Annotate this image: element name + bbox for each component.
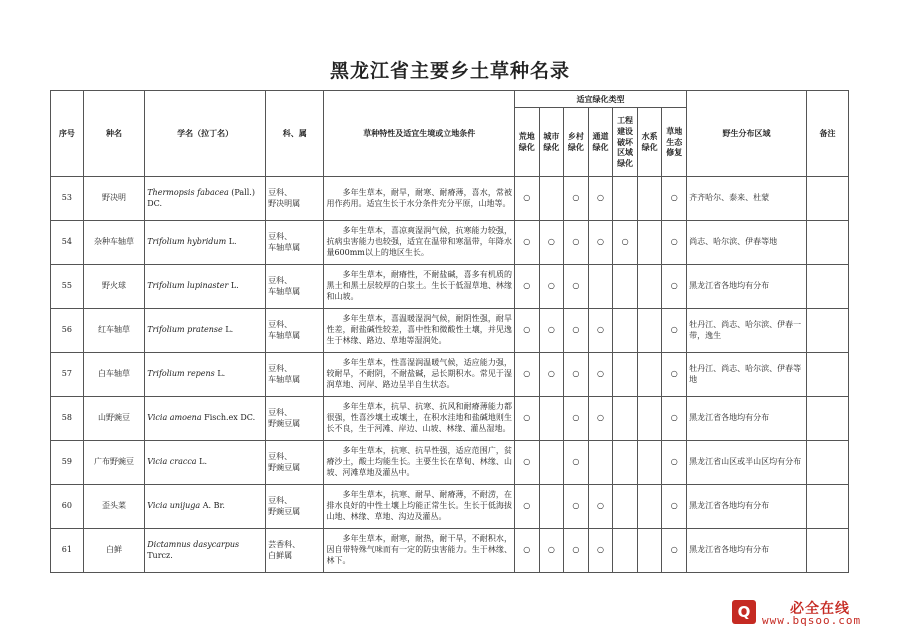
latin-name: [145, 221, 266, 265]
mark-wasteland: ○: [514, 397, 539, 441]
header-traits: 草种特性及适宜生境或立地条件: [324, 91, 515, 177]
mark-water: [637, 397, 662, 441]
table-row: [51, 485, 849, 529]
mark-rural: ○: [564, 485, 589, 529]
mark-grassland: ○: [662, 221, 687, 265]
traits-text: 多年生草本，喜温暖湿润气候，耐阴性强，耐旱性差，耐盐碱性较差，喜中性和微酸性土壤，并见逸生于林缘、路边、草地等湿润处。: [326, 314, 512, 345]
family: 豆科、: [268, 407, 293, 417]
traits-description: [324, 309, 515, 353]
mark-urban: [539, 441, 564, 485]
traits-text: 多年生草本，抗寒、耐旱、耐瘠薄，不耐涝，在排水良好的中性土壤上均能正常生长。生长于低海拔山地、林缘、草地、沟边及灌丛。: [326, 490, 512, 521]
header-seq: 序号: [51, 91, 84, 177]
header-type-urban: 城市绿化: [539, 108, 564, 177]
header-greening-group: 适宜绿化类型: [514, 91, 686, 108]
genus: 车轴草属: [268, 374, 301, 384]
species-name: 白鲜: [83, 529, 144, 573]
mark-corridor: ○: [588, 177, 613, 221]
traits-text: 多年生草本，耐瘠性，不耐盐碱，喜多有机质的黑土和黑土层较厚的白浆土。生长于低湿草地、林缘和山坡。: [326, 270, 512, 301]
header-type-water: 水系绿化: [637, 108, 662, 177]
mark-construction: ○: [613, 221, 638, 265]
mark-corridor: ○: [588, 309, 613, 353]
mark-wasteland: ○: [514, 441, 539, 485]
genus: 野决明属: [268, 198, 301, 208]
latin-name: [145, 177, 266, 221]
row-number: 59: [51, 441, 84, 485]
row-number: 56: [51, 309, 84, 353]
latin-author: Turcz.: [147, 550, 173, 560]
family: 芸香科、: [268, 539, 301, 549]
family: 豆科、: [268, 363, 293, 373]
mark-urban: ○: [539, 221, 564, 265]
species-name: 野火球: [83, 265, 144, 309]
mark-wasteland: ○: [514, 485, 539, 529]
mark-grassland: ○: [662, 353, 687, 397]
latin-author: L.: [228, 237, 237, 247]
note-cell: [806, 177, 848, 221]
mark-water: [637, 441, 662, 485]
mark-urban: [539, 485, 564, 529]
latin-author: L.: [199, 457, 207, 467]
genus: 野豌豆属: [268, 506, 301, 516]
mark-grassland: ○: [662, 265, 687, 309]
family-genus: [266, 353, 324, 397]
mark-rural: ○: [564, 529, 589, 573]
header-type-grassland: 草地生态修复: [662, 108, 687, 177]
mark-construction: [613, 485, 638, 529]
traits-description: [324, 485, 515, 529]
header-note: 备注: [806, 91, 848, 177]
genus: 野豌豆属: [268, 462, 301, 472]
species-name: 歪头菜: [83, 485, 144, 529]
header-type-rural: 乡村绿化: [564, 108, 589, 177]
table-row: [51, 397, 849, 441]
distribution-area: 牡丹江、尚志、哈尔滨、伊春一带，逸生: [687, 309, 807, 353]
mark-wasteland: ○: [514, 177, 539, 221]
mark-construction: [613, 265, 638, 309]
mark-water: [637, 485, 662, 529]
latin-author: (Pall.) DC.: [147, 187, 255, 208]
latin-binomial: Trifolium hybridum: [147, 237, 227, 247]
mark-grassland: ○: [662, 309, 687, 353]
species-name: 杂种车轴草: [83, 221, 144, 265]
mark-rural: ○: [564, 221, 589, 265]
mark-rural: ○: [564, 353, 589, 397]
genus: 野豌豆属: [268, 418, 301, 428]
latin-name: [145, 397, 266, 441]
mark-grassland: ○: [662, 441, 687, 485]
latin-name: [145, 309, 266, 353]
latin-name: [145, 485, 266, 529]
distribution-area: 黑龙江省各地均有分布: [687, 265, 807, 309]
latin-author: A. Br.: [202, 501, 225, 511]
mark-water: [637, 353, 662, 397]
table-row: [51, 221, 849, 265]
traits-description: [324, 265, 515, 309]
mark-wasteland: ○: [514, 353, 539, 397]
mark-water: [637, 177, 662, 221]
latin-author: L.: [225, 325, 234, 335]
mark-construction: [613, 309, 638, 353]
family: 豆科、: [268, 187, 293, 197]
genus: 车轴草属: [268, 286, 301, 296]
table-row: [51, 265, 849, 309]
mark-wasteland: ○: [514, 265, 539, 309]
header-name: 种名: [83, 91, 144, 177]
mark-construction: [613, 353, 638, 397]
mark-urban: ○: [539, 353, 564, 397]
distribution-area: 黑龙江省各地均有分布: [687, 529, 807, 573]
species-table: [50, 90, 849, 573]
latin-author: L.: [230, 281, 239, 291]
note-cell: [806, 265, 848, 309]
genus: 车轴草属: [268, 242, 301, 252]
note-cell: [806, 529, 848, 573]
mark-water: [637, 529, 662, 573]
note-cell: [806, 353, 848, 397]
page-title: 黑龙江省主要乡土草种名录: [329, 60, 570, 82]
header-type-corridor: 通道绿化: [588, 108, 613, 177]
mark-corridor: ○: [588, 353, 613, 397]
header-latin: 学名（拉丁名）: [145, 91, 266, 177]
latin-binomial: Thermopsis fabacea: [147, 187, 229, 197]
traits-description: [324, 397, 515, 441]
mark-construction: [613, 441, 638, 485]
mark-construction: [613, 529, 638, 573]
row-number: 55: [51, 265, 84, 309]
species-name: 红车轴草: [83, 309, 144, 353]
latin-author: Fisch.ex DC.: [204, 413, 256, 423]
mark-grassland: ○: [662, 529, 687, 573]
mark-rural: ○: [564, 265, 589, 309]
distribution-area: 牡丹江、尚志、哈尔滨、伊春等地: [687, 353, 807, 397]
mark-corridor: ○: [588, 397, 613, 441]
mark-wasteland: ○: [514, 529, 539, 573]
mark-rural: ○: [564, 441, 589, 485]
distribution-area: 黑龙江省各地均有分布: [687, 397, 807, 441]
family: 豆科、: [268, 451, 293, 461]
mark-construction: [613, 177, 638, 221]
family-genus: [266, 177, 324, 221]
mark-rural: ○: [564, 397, 589, 441]
table-row: [51, 441, 849, 485]
watermark-url: www.bqsoo.com: [762, 614, 862, 627]
latin-author: L.: [217, 369, 226, 379]
species-name: 广布野豌豆: [83, 441, 144, 485]
table-row: [51, 353, 849, 397]
mark-corridor: ○: [588, 529, 613, 573]
table-row: [51, 177, 849, 221]
header-family: 科、属: [266, 91, 324, 177]
family: 豆科、: [268, 275, 293, 285]
latin-binomial: Vicia amoena: [147, 413, 202, 423]
mark-rural: ○: [564, 309, 589, 353]
mark-water: [637, 265, 662, 309]
watermark: [732, 598, 892, 628]
mark-grassland: ○: [662, 177, 687, 221]
family-genus: [266, 221, 324, 265]
table-row: [51, 309, 849, 353]
mark-wasteland: ○: [514, 221, 539, 265]
traits-text: 多年生草本，性喜湿润温暖气候，适应能力强，较耐旱，不耐阴，不耐盐碱，忌长期积水。常见于湿润草地、河岸、路边呈半自生状态。: [326, 358, 512, 389]
header-type-construction: 工程建设破坏区域绿化: [613, 108, 638, 177]
mark-water: [637, 221, 662, 265]
traits-description: [324, 441, 515, 485]
row-number: 61: [51, 529, 84, 573]
row-number: 53: [51, 177, 84, 221]
table-row: [51, 529, 849, 573]
latin-binomial: Dictamnus dasycarpus: [147, 539, 240, 549]
family-genus: [266, 265, 324, 309]
mark-corridor: [588, 441, 613, 485]
distribution-area: 黑龙江省山区或半山区均有分布: [687, 441, 807, 485]
latin-binomial: Vicia unijuga: [147, 501, 201, 511]
traits-text: 多年生草本，耐寒，耐热，耐干旱，不耐积水，因自带特殊气味而有一定的防虫害能力。生于林缘、林下。: [326, 534, 512, 565]
mark-water: [637, 309, 662, 353]
watermark-brand: 必全在线: [790, 601, 850, 617]
row-number: 54: [51, 221, 84, 265]
genus: 车轴草属: [268, 330, 301, 340]
site-logo-icon: Q: [732, 600, 756, 624]
traits-text: 多年生草本，耐旱，耐寒、耐瘠薄，喜水，常被用作药用。适宜生长于水分条件充分平原，山地等。: [326, 187, 512, 208]
traits-description: [324, 353, 515, 397]
distribution-area: 齐齐哈尔、泰来、杜蒙: [687, 177, 807, 221]
row-number: 57: [51, 353, 84, 397]
latin-binomial: Trifolium lupinaster: [147, 281, 229, 291]
latin-name: [145, 265, 266, 309]
note-cell: [806, 309, 848, 353]
latin-binomial: Vicia cracca: [147, 457, 197, 467]
mark-construction: [613, 397, 638, 441]
header-type-wasteland: 荒地绿化: [514, 108, 539, 177]
family-genus: [266, 529, 324, 573]
latin-name: [145, 441, 266, 485]
species-name: 山野豌豆: [83, 397, 144, 441]
mark-rural: ○: [564, 177, 589, 221]
note-cell: [806, 441, 848, 485]
note-cell: [806, 221, 848, 265]
family: 豆科、: [268, 495, 293, 505]
mark-urban: [539, 177, 564, 221]
traits-description: [324, 529, 515, 573]
species-name: 野决明: [83, 177, 144, 221]
traits-text: 多年生草本，喜凉爽湿润气候，抗寒能力较强，抗病虫害能力也较强，适宜在温带和寒温带，年降水量600mm以上的地区生长。: [326, 226, 512, 257]
latin-binomial: Trifolium pratense: [147, 325, 223, 335]
mark-urban: ○: [539, 309, 564, 353]
latin-name: [145, 529, 266, 573]
family-genus: [266, 485, 324, 529]
mark-corridor: [588, 265, 613, 309]
distribution-area: 黑龙江省各地均有分布: [687, 485, 807, 529]
family-genus: [266, 397, 324, 441]
mark-corridor: ○: [588, 221, 613, 265]
latin-binomial: Trifolium repens: [147, 369, 215, 379]
mark-urban: [539, 397, 564, 441]
traits-text: 多年生草本，抗寒、抗旱性强，适应范围广，贫瘠沙土，酸土均能生长。主要生长在草甸、林缘、山坡、河滩草地及灌丛中。: [326, 446, 512, 477]
family: 豆科、: [268, 319, 293, 329]
family-genus: [266, 441, 324, 485]
note-cell: [806, 485, 848, 529]
traits-description: [324, 221, 515, 265]
traits-description: [324, 177, 515, 221]
header-distribution: 野生分布区域: [687, 91, 807, 177]
family-genus: [266, 309, 324, 353]
note-cell: [806, 397, 848, 441]
row-number: 58: [51, 397, 84, 441]
mark-urban: ○: [539, 265, 564, 309]
genus: 白鲜属: [268, 550, 293, 560]
mark-wasteland: ○: [514, 309, 539, 353]
row-number: 60: [51, 485, 84, 529]
distribution-area: 尚志、哈尔滨、伊春等地: [687, 221, 807, 265]
family: 豆科、: [268, 231, 293, 241]
mark-grassland: ○: [662, 397, 687, 441]
mark-grassland: ○: [662, 485, 687, 529]
species-name: 白车轴草: [83, 353, 144, 397]
mark-urban: ○: [539, 529, 564, 573]
mark-corridor: ○: [588, 485, 613, 529]
traits-text: 多年生草本，抗旱、抗寒、抗风和耐瘠薄能力都很强，性喜沙壤土或壤土，在积水洼地和盐碱地则生长不良，生于河滩、岸边、山坡、林缘、灌丛湿地。: [326, 402, 512, 433]
latin-name: [145, 353, 266, 397]
